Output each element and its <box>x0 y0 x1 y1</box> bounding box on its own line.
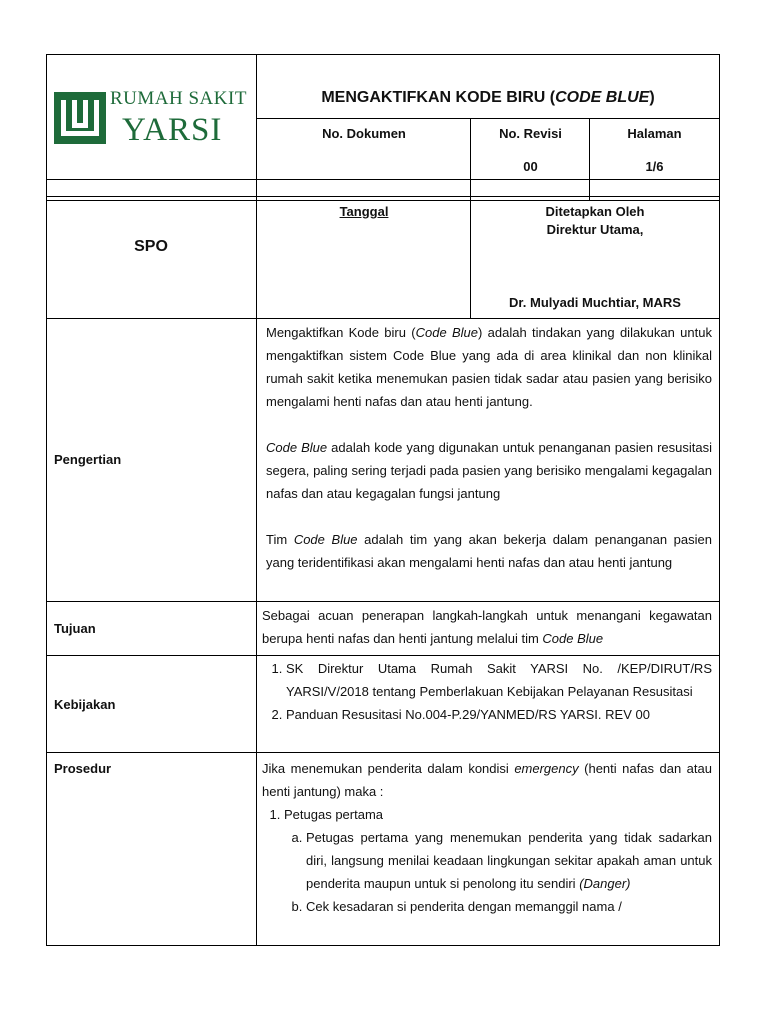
logo-text-bottom: YARSI <box>122 112 223 148</box>
prosedur-substep: b. Cek kesadaran si penderita dengan memanggil nama / <box>306 895 712 918</box>
page-value: 1/6 <box>645 159 664 174</box>
yarsi-emblem-icon <box>54 92 106 144</box>
kebijakan-list <box>262 657 712 726</box>
prosedur-step: 1. Petugas pertama a. Petugas pertama yang menemukan penderita yang tidak sadarkan diri, langsung menilai keadaan lingkungan sekitar apakah aman untuk penderita maupun untuk si penolong itu sendiri (Danger) b. Cek kesadaran si penderita dengan memanggil nama / <box>284 803 712 918</box>
column-divider <box>256 54 257 946</box>
approved-by: Ditetapkan Oleh <box>545 204 645 219</box>
prosedur-content <box>262 757 712 918</box>
revision-value: 00 <box>523 159 538 174</box>
doc-number-label: No. Dokumen <box>322 126 406 141</box>
document-title: MENGAKTIFKAN KODE BIRU (CODE BLUE) <box>321 89 655 106</box>
section-label-tujuan: Tujuan <box>54 621 96 636</box>
prosedur-substep: a. Petugas pertama yang menemukan penderita yang tidak sadarkan diri, langsung menilai keadaan lingkungan sekitar apakah aman untuk penderita maupun untuk si penolong itu sendiri (Danger) <box>306 826 712 895</box>
approver-title: Direktur Utama, <box>546 222 644 237</box>
header-column-divider <box>470 118 471 200</box>
hospital-logo <box>54 88 254 152</box>
pengertian-paragraph-1: Mengaktifkan Kode biru (Code Blue) adalah tindakan yang dilakukan untuk mengaktifkan sistem Code Blue yang ada di area klinikal dan non klinikal rumah sakit ketika menemukan pasien tidak sadar atau pasien yang berisiko mengalami henti nafas dan atau henti jantung. <box>266 325 712 409</box>
section-label-kebijakan: Kebijakan <box>54 697 116 712</box>
date-label: Tanggal <box>339 204 389 219</box>
section-divider <box>46 318 720 319</box>
header-column-divider <box>589 118 590 200</box>
tujuan-text: Sebagai acuan penerapan langkah-langkah untuk menangani kegawatan berupa henti nafas dan henti jantung melalui tim Code Blue <box>262 608 712 646</box>
table-border-right <box>719 54 720 946</box>
header-divider <box>46 196 720 197</box>
section-divider <box>46 752 720 753</box>
header-divider <box>256 118 720 119</box>
pengertian-paragraph-2: Code Blue adalah kode yang digunakan untuk penanganan pasien resusitasi segera, paling sering terjadi pada pasien yang berisiko mengalami kegagalan nafas dan atau kegagalan fungsi jantung <box>266 440 712 501</box>
section-label-pengertian: Pengertian <box>54 452 122 467</box>
spo-label: SPO <box>134 238 168 255</box>
spo-column-divider <box>470 200 471 318</box>
table-border-top <box>46 54 720 55</box>
section-divider <box>46 655 720 656</box>
logo-text-top: RUMAH SAKIT <box>110 88 247 109</box>
prosedur-intro: Jika menemukan penderita dalam kondisi emergency (henti nafas dan atau henti jantung) maka : <box>262 761 712 799</box>
signatory-name: Dr. Mulyadi Muchtiar, MARS <box>509 295 681 310</box>
approval-block <box>472 200 718 239</box>
revision-label: No. Revisi <box>499 126 562 141</box>
page-label: Halaman <box>627 126 682 141</box>
table-border-bottom <box>46 945 720 946</box>
pengertian-paragraph-3: Tim Code Blue adalah tim yang akan bekerja dalam penanganan pasien yang teridentifikasi akan mengalami henti nafas dan atau henti jantung <box>266 532 712 570</box>
section-divider <box>46 601 720 602</box>
kebijakan-item: 2. Panduan Resusitasi No.004-P.29/YANMED/RS YARSI. REV 00 <box>286 703 712 726</box>
header-divider <box>46 179 720 180</box>
section-label-prosedur: Prosedur <box>54 761 112 776</box>
kebijakan-item: 1. SK Direktur Utama Rumah Sakit YARSI No. /KEP/DIRUT/RS YARSI/V/2018 tentang Pemberlakuan Kebijakan Pelayanan Resusitasi <box>286 657 712 703</box>
table-border-left <box>46 54 47 946</box>
